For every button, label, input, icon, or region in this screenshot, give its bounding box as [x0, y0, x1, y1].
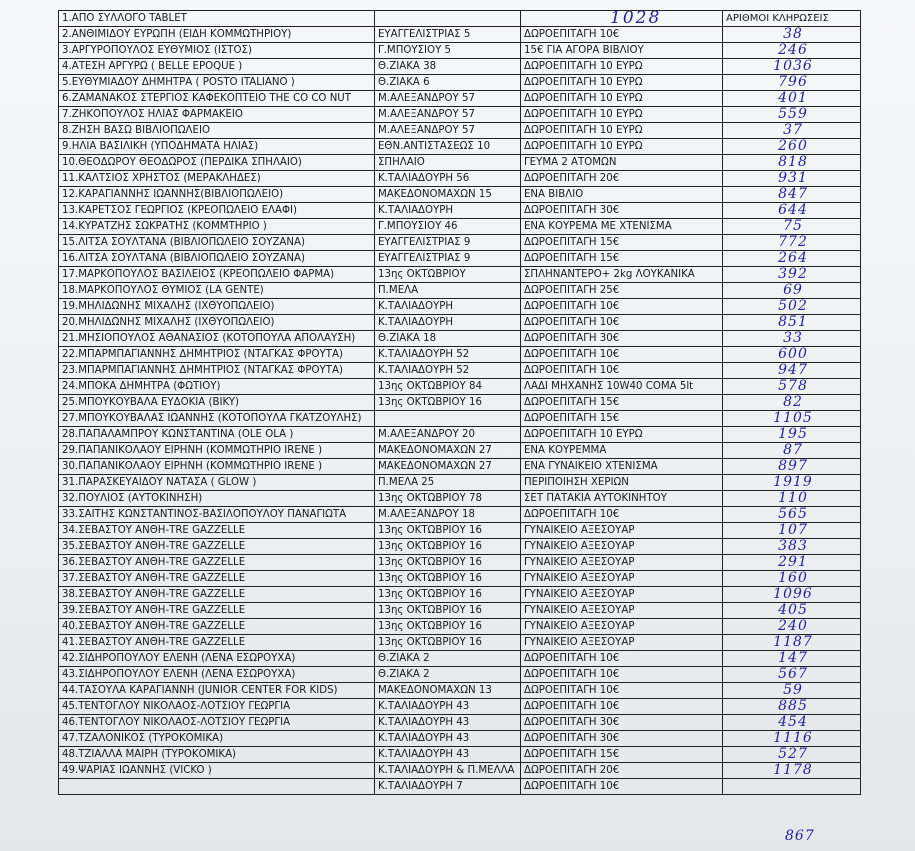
- prize-cell: ΓΥΝΑΙΚΕΙΟ ΑΞΕΣΟΥΑΡ: [521, 587, 723, 603]
- draw-number-cell: 107: [723, 523, 861, 539]
- address-cell: 13ης ΟΚΤΩΒΡΙΟΥ 16: [375, 619, 521, 635]
- table-row: [59, 651, 861, 667]
- sponsor-cell: [59, 779, 375, 795]
- sponsor-cell: 25.ΜΠΟΥΚΟΥΒΑΛΑ ΕΥΔΟΚΙΑ (BIKY): [59, 395, 375, 411]
- address-cell: Θ.ΖΙΑΚΑ 38: [375, 59, 521, 75]
- prize-cell: ΔΩΡΟΕΠΙΤΑΓΗ 10 ΕΥΡΩ: [521, 59, 723, 75]
- prize-cell: ΔΩΡΟΕΠΙΤΑΓΗ 10€: [521, 779, 723, 795]
- table-row: [59, 235, 861, 251]
- table-row: [59, 763, 861, 779]
- sponsor-cell: 42.ΣΙΔΗΡΟΠΟΥΛΟΥ ΕΛΕΝΗ (ΛΕΝΑ ΕΣΩΡΟΥΧΑ): [59, 651, 375, 667]
- draw-number-cell: 59: [723, 683, 861, 699]
- prize-cell: ΕΝΑ ΒΙΒΛΙΟ: [521, 187, 723, 203]
- prize-cell: ΔΩΡΟΕΠΙΤΑΓΗ 30€: [521, 331, 723, 347]
- prize-cell: ΓΥΝΑΙΚΕΙΟ ΑΞΕΣΟΥΑΡ: [521, 603, 723, 619]
- sponsor-cell: 20.ΜΗΛΙΔΩΝΗΣ ΜΙΧΑΛΗΣ (ΙΧΘΥΟΠΩΛΕΙΟ): [59, 315, 375, 331]
- address-cell: 13ης ΟΚΤΩΒΡΙΟΥ 78: [375, 491, 521, 507]
- sponsor-cell: 11.ΚΑΛΤΣΙΟΣ ΧΡΗΣΤΟΣ (ΜΕΡΑΚΛΗΔΕΣ): [59, 171, 375, 187]
- table-row: [59, 123, 861, 139]
- table-row: [59, 491, 861, 507]
- table-row: [59, 411, 861, 427]
- address-cell: 13ης ΟΚΤΩΒΡΙΟΥ 16: [375, 539, 521, 555]
- address-cell: Μ.ΑΛΕΞΑΝΔΡΟΥ 57: [375, 91, 521, 107]
- table-row: [59, 267, 861, 283]
- sponsor-cell: 21.ΜΗΣΙΟΠΟΥΛΟΣ ΑΘΑΝΑΣΙΟΣ (ΚΟΤΟΠΟΥΛΑ ΑΠΟΛΑΥΣΗ): [59, 331, 375, 347]
- sponsor-cell: 9.ΗΛΙΑ ΒΑΣΙΛΙΚΗ (ΥΠΟΔΗΜΑΤΑ ΗΛΙΑΣ): [59, 139, 375, 155]
- sponsor-cell: 33.ΣΑΙΤΗΣ ΚΩΝΣΤΑΝΤΙΝΟΣ-ΒΑΣΙΛΟΠΟΥΛΟΥ ΠΑΝΑΓΙΩΤΑ: [59, 507, 375, 523]
- prize-cell: ΔΩΡΟΕΠΙΤΑΓΗ 10€: [521, 363, 723, 379]
- address-cell: Θ.ΖΙΑΚΑ 2: [375, 651, 521, 667]
- prize-cell: ΔΩΡΟΕΠΙΤΑΓΗ 10€: [521, 347, 723, 363]
- sponsor-cell: 28.ΠΑΠΑΛΑΜΠΡΟΥ ΚΩΝΣΤΑΝΤΙΝΑ (OLE OLA ): [59, 427, 375, 443]
- draw-number-cell: 796: [723, 75, 861, 91]
- draw-number-cell: 600: [723, 347, 861, 363]
- prize-cell: ΔΩΡΟΕΠΙΤΑΓΗ 15€: [521, 395, 723, 411]
- address-cell: ΣΠΗΛΑΙΟ: [375, 155, 521, 171]
- table-row: [59, 379, 861, 395]
- draw-number-cell: 931: [723, 171, 861, 187]
- table-row: [59, 523, 861, 539]
- sponsor-cell: 12.ΚΑΡΑΓΙΑΝΝΗΣ ΙΩΑΝΝΗΣ(ΒΙΒΛΙΟΠΩΛΕΙΟ): [59, 187, 375, 203]
- table-row: [59, 251, 861, 267]
- address-cell: Γ.ΜΠΟΥΣΙΟΥ 5: [375, 43, 521, 59]
- address-cell: ΕΘΝ.ΑΝΤΙΣΤΑΣΕΩΣ 10: [375, 139, 521, 155]
- sponsor-cell: 10.ΘΕΟΔΩΡΟΥ ΘΕΟΔΩΡΟΣ (ΠΕΡΔΙΚΑ ΣΠΗΛΑΙΟ): [59, 155, 375, 171]
- sponsor-cell: 2.ΑΝΘΙΜΙΔΟΥ ΕΥΡΩΠΗ (ΕΙΔΗ ΚΟΜΜΩΤΗΡΙΟΥ): [59, 27, 375, 43]
- address-cell: Θ.ΖΙΑΚΑ 2: [375, 667, 521, 683]
- draw-number-cell: 1178: [723, 763, 861, 779]
- prize-cell: ΔΩΡΟΕΠΙΤΑΓΗ 10€: [521, 699, 723, 715]
- prize-cell: ΔΩΡΟΕΠΙΤΑΓΗ 30€: [521, 203, 723, 219]
- draw-number-cell: 405: [723, 603, 861, 619]
- table-row: [59, 139, 861, 155]
- table-row: [59, 587, 861, 603]
- table-row: [59, 667, 861, 683]
- table-row: [59, 299, 861, 315]
- prize-cell: ΕΝΑ ΚΟΥΡΕΜΜΑ: [521, 443, 723, 459]
- prize-cell: ΠΕΡΙΠΟΙΗΣΗ ΧΕΡΙΩΝ: [521, 475, 723, 491]
- sponsor-cell: 22.ΜΠΑΡΜΠΑΓΙΑΝΝΗΣ ΔΗΜΗΤΡΙΟΣ (ΝΤΑΓΚΑΣ ΦΡΟΥΤΑ): [59, 347, 375, 363]
- address-cell: 13ης ΟΚΤΩΒΡΙΟΥ 16: [375, 587, 521, 603]
- address-cell: Θ.ΖΙΑΚΑ 18: [375, 331, 521, 347]
- raffle-table: [58, 10, 861, 795]
- sponsor-cell: 38.ΣΕΒΑΣΤΟΥ ΑΝΘΗ-TRE GAZZELLE: [59, 587, 375, 603]
- table-row: [59, 683, 861, 699]
- prize-cell: ΔΩΡΟΕΠΙΤΑΓΗ 15€: [521, 235, 723, 251]
- address-cell: ΕΥΑΓΓΕΛΙΣΤΡΙΑΣ 5: [375, 27, 521, 43]
- address-cell: 13ης ΟΚΤΩΒΡΙΟΥ 84: [375, 379, 521, 395]
- table-row: [59, 459, 861, 475]
- address-cell: Κ.ΤΑΛΙΑΔΟΥΡΗ: [375, 315, 521, 331]
- prize-cell: ΕΝΑ ΓΥΝΑΙΚΕΙΟ ΧΤΕΝΙΣΜΑ: [521, 459, 723, 475]
- table-row: [59, 91, 861, 107]
- prize-cell: ΓΥΝΑΙΚΕΙΟ ΑΞΕΣΟΥΑΡ: [521, 635, 723, 651]
- draw-number-cell: 260: [723, 139, 861, 155]
- table-row: [59, 747, 861, 763]
- table-header-row: [59, 11, 861, 27]
- draw-number-cell: 559: [723, 107, 861, 123]
- table-row: [59, 715, 861, 731]
- draw-number-cell: 69: [723, 283, 861, 299]
- table-row: [59, 283, 861, 299]
- header-sponsor: 1.ΑΠΟ ΣΥΛΛΟΓΟ TABLET: [59, 11, 375, 27]
- table-row: [59, 315, 861, 331]
- prize-cell: ΔΩΡΟΕΠΙΤΑΓΗ 15€: [521, 747, 723, 763]
- address-cell: Θ.ΖΙΑΚΑ 6: [375, 75, 521, 91]
- draw-number-cell: 772: [723, 235, 861, 251]
- table-row: [59, 603, 861, 619]
- sponsor-cell: 29.ΠΑΠΑΝΙΚΟΛΑΟΥ ΕΙΡΗΝΗ (ΚΟΜΜΩΤΗΡΙΟ IRENE ): [59, 443, 375, 459]
- sponsor-cell: 35.ΣΕΒΑΣΤΟΥ ΑΝΘΗ-TRE GAZZELLE: [59, 539, 375, 555]
- sponsor-cell: 39.ΣΕΒΑΣΤΟΥ ΑΝΘΗ-TRE GAZZELLE: [59, 603, 375, 619]
- table-row: [59, 699, 861, 715]
- sponsor-cell: 44.ΤΑΣΟΥΛΑ ΚΑΡΑΓΙΑΝΝΗ (JUNIOR CENTER FOR KIDS): [59, 683, 375, 699]
- sponsor-cell: 45.ΤΕΝΤΟΓΛΟΥ ΝΙΚΟΛΑΟΣ-ΛΟΤΣΙΟΥ ΓΕΩΡΓΙΑ: [59, 699, 375, 715]
- draw-number-cell: 383: [723, 539, 861, 555]
- total-tickets-handwritten: 1028: [610, 8, 662, 28]
- sponsor-cell: 31.ΠΑΡΑΣΚΕΥΑΙΔΟΥ ΝΑΤΑΣΑ ( GLOW ): [59, 475, 375, 491]
- address-cell: 13ης ΟΚΤΩΒΡΙΟΥ 16: [375, 523, 521, 539]
- prize-cell: ΔΩΡΟΕΠΙΤΑΓΗ 10€: [521, 667, 723, 683]
- draw-number-cell: 1116: [723, 731, 861, 747]
- sponsor-cell: 47.ΤΖΑΛΟΝΙΚΟΣ (ΤΥΡΟΚΟΜΙΚΑ): [59, 731, 375, 747]
- sponsor-cell: 5.ΕΥΘΥΜΙΑΔΟΥ ΔΗΜΗΤΡΑ ( POSTO ITALIANO ): [59, 75, 375, 91]
- draw-number-cell: 87: [723, 443, 861, 459]
- draw-number-cell: 818: [723, 155, 861, 171]
- table-row: [59, 731, 861, 747]
- prize-cell: ΓΥΝΑΙΚΕΙΟ ΑΞΕΣΟΥΑΡ: [521, 571, 723, 587]
- draw-number-cell: 82: [723, 395, 861, 411]
- draw-number-cell: 565: [723, 507, 861, 523]
- prize-cell: ΔΩΡΟΕΠΙΤΑΓΗ 10 ΕΥΡΩ: [521, 91, 723, 107]
- address-cell: ΕΥΑΓΓΕΛΙΣΤΡΙΑΣ 9: [375, 251, 521, 267]
- sponsor-cell: 17.ΜΑΡΚΟΠΟΥΛΟΣ ΒΑΣΙΛΕΙΟΣ (ΚΡΕΟΠΩΛΕΙΟ ΦΑΡΜΑ): [59, 267, 375, 283]
- prize-cell: ΛΑΔΙ ΜΗΧΑΝΗΣ 10W40 COMA 5lt: [521, 379, 723, 395]
- sponsor-cell: 41.ΣΕΒΑΣΤΟΥ ΑΝΘΗ-TRE GAZZELLE: [59, 635, 375, 651]
- table-row: [59, 171, 861, 187]
- sponsor-cell: 18.ΜΑΡΚΟΠΟΥΛΟΣ ΘΥΜΙΟΣ (LA GENTE): [59, 283, 375, 299]
- address-cell: ΕΥΑΓΓΕΛΙΣΤΡΙΑΣ 9: [375, 235, 521, 251]
- table-row: [59, 43, 861, 59]
- prize-cell: ΣΕΤ ΠΑΤΑΚΙΑ ΑΥΤΟΚΙΝΗΤΟΥ: [521, 491, 723, 507]
- table-row: [59, 75, 861, 91]
- address-cell: 13ης ΟΚΤΩΒΡΙΟΥ 16: [375, 571, 521, 587]
- table-row: [59, 619, 861, 635]
- table-row: [59, 155, 861, 171]
- prize-cell: ΔΩΡΟΕΠΙΤΑΓΗ 10€: [521, 315, 723, 331]
- table-row: [59, 427, 861, 443]
- draw-number-cell: 291: [723, 555, 861, 571]
- draw-number-cell: 147: [723, 651, 861, 667]
- draw-number-cell: 502: [723, 299, 861, 315]
- prize-cell: ΔΩΡΟΕΠΙΤΑΓΗ 10€: [521, 27, 723, 43]
- draw-number-cell: 240: [723, 619, 861, 635]
- extra-draw-number: 867: [785, 828, 815, 844]
- sponsor-cell: 48.ΤΖΙΑΛΛΑ ΜΑΙΡΗ (ΤΥΡΟΚΟΜΙΚΑ): [59, 747, 375, 763]
- address-cell: Κ.ΤΑΛΙΑΔΟΥΡΗ 43: [375, 715, 521, 731]
- prize-cell: ΔΩΡΟΕΠΙΤΑΓΗ 10€: [521, 683, 723, 699]
- prize-cell: ΔΩΡΟΕΠΙΤΑΓΗ 10 ΕΥΡΩ: [521, 139, 723, 155]
- address-cell: [375, 411, 521, 427]
- draw-number-cell: 578: [723, 379, 861, 395]
- draw-number-cell: 38: [723, 27, 861, 43]
- table-row: [59, 571, 861, 587]
- header-draw-numbers: ΑΡΙΘΜΟΙ ΚΛΗΡΩΣΕΙΣ: [723, 11, 861, 27]
- address-cell: Κ.ΤΑΛΙΑΔΟΥΡΗ 52: [375, 363, 521, 379]
- prize-cell: ΔΩΡΟΕΠΙΤΑΓΗ 10€: [521, 299, 723, 315]
- draw-number-cell: 1105: [723, 411, 861, 427]
- address-cell: Π.ΜΕΛΑ 25: [375, 475, 521, 491]
- address-cell: ΜΑΚΕΔΟΝΟΜΑΧΩΝ 15: [375, 187, 521, 203]
- address-cell: Π.ΜΕΛΑ: [375, 283, 521, 299]
- sponsor-cell: 7.ΖΗΚΟΠΟΥΛΟΣ ΗΛΙΑΣ ΦΑΡΜΑΚΕΙΟ: [59, 107, 375, 123]
- sponsor-cell: 32.ΠΟΥΛΙΟΣ (ΑΥΤΟΚΙΝΗΣΗ): [59, 491, 375, 507]
- prize-cell: ΓΥΝΑΙΚΕΙΟ ΑΞΕΣΟΥΑΡ: [521, 555, 723, 571]
- draw-number-cell: 847: [723, 187, 861, 203]
- prize-cell: ΔΩΡΟΕΠΙΤΑΓΗ 10 ΕΥΡΩ: [521, 75, 723, 91]
- draw-number-cell: 75: [723, 219, 861, 235]
- draw-number-cell: 454: [723, 715, 861, 731]
- table-row: [59, 539, 861, 555]
- sponsor-cell: 49.ΨΑΡΙΑΣ ΙΩΑΝΝΗΣ (VICKO ): [59, 763, 375, 779]
- sponsor-cell: 16.ΛΙΤΣΑ ΣΟΥΛΤΑΝΑ (ΒΙΒΛΙΟΠΩΛΕΙΟ ΣΟΥΖΑΝΑ): [59, 251, 375, 267]
- header-prize: [521, 11, 723, 27]
- sponsor-cell: 43.ΣΙΔΗΡΟΠΟΥΛΟΥ ΕΛΕΝΗ (ΛΕΝΑ ΕΣΩΡΟΥΧΑ): [59, 667, 375, 683]
- prize-cell: ΔΩΡΟΕΠΙΤΑΓΗ 15€: [521, 251, 723, 267]
- prize-cell: ΔΩΡΟΕΠΙΤΑΓΗ 30€: [521, 731, 723, 747]
- table-row: [59, 107, 861, 123]
- draw-number-cell: 264: [723, 251, 861, 267]
- sponsor-cell: 4.ΑΤΕΣΗ ΑΡΓΥΡΩ ( BELLE EPOQUE ): [59, 59, 375, 75]
- sponsor-cell: 23.ΜΠΑΡΜΠΑΓΙΑΝΝΗΣ ΔΗΜΗΤΡΙΟΣ (ΝΤΑΓΚΑΣ ΦΡΟΥΤΑ): [59, 363, 375, 379]
- prize-cell: ΔΩΡΟΕΠΙΤΑΓΗ 10€: [521, 507, 723, 523]
- draw-number-cell: 1187: [723, 635, 861, 651]
- address-cell: Κ.ΤΑΛΙΑΔΟΥΡΗ: [375, 299, 521, 315]
- table-row: [59, 219, 861, 235]
- table-row: [59, 555, 861, 571]
- table-row: [59, 27, 861, 43]
- draw-number-cell: 246: [723, 43, 861, 59]
- draw-number-cell: 1036: [723, 59, 861, 75]
- address-cell: Μ.ΑΛΕΞΑΝΔΡΟΥ 18: [375, 507, 521, 523]
- draw-number-cell: 195: [723, 427, 861, 443]
- draw-number-cell: 851: [723, 315, 861, 331]
- prize-cell: ΓΥΝΑΙΚΕΙΟ ΑΞΕΣΟΥΑΡ: [521, 539, 723, 555]
- draw-number-cell: 527: [723, 747, 861, 763]
- sponsor-cell: 8.ΖΗΣΗ ΒΑΣΩ ΒΙΒΛΙΟΠΩΛΕΙΟ: [59, 123, 375, 139]
- prize-cell: ΕΝΑ ΚΟΥΡΕΜΑ ΜΕ ΧΤΕΝΙΣΜΑ: [521, 219, 723, 235]
- address-cell: Μ.ΑΛΕΞΑΝΔΡΟΥ 57: [375, 107, 521, 123]
- sponsor-cell: 3.ΑΡΓΥΡΟΠΟΥΛΟΣ ΕΥΘΥΜΙΟΣ (ΙΣΤΟΣ): [59, 43, 375, 59]
- draw-number-cell: 1096: [723, 587, 861, 603]
- table-row: [59, 475, 861, 491]
- prize-cell: ΓΕΥΜΑ 2 ΑΤΟΜΩΝ: [521, 155, 723, 171]
- address-cell: Γ.ΜΠΟΥΣΙΟΥ 46: [375, 219, 521, 235]
- table-row: [59, 203, 861, 219]
- raffle-table-body: [59, 11, 861, 795]
- address-cell: Κ.ΤΑΛΙΑΔΟΥΡΗ: [375, 203, 521, 219]
- prize-cell: ΔΩΡΟΕΠΙΤΑΓΗ 15€: [521, 411, 723, 427]
- draw-number-cell: 1919: [723, 475, 861, 491]
- sponsor-cell: 40.ΣΕΒΑΣΤΟΥ ΑΝΘΗ-TRE GAZZELLE: [59, 619, 375, 635]
- prize-cell: ΓΥΝΑΙΚΕΙΟ ΑΞΕΣΟΥΑΡ: [521, 619, 723, 635]
- table-row: [59, 779, 861, 795]
- sponsor-cell: 34.ΣΕΒΑΣΤΟΥ ΑΝΘΗ-TRE GAZZELLE: [59, 523, 375, 539]
- table-row: [59, 363, 861, 379]
- draw-number-cell: 897: [723, 459, 861, 475]
- sponsor-cell: 19.ΜΗΛΙΔΩΝΗΣ ΜΙΧΑΛΗΣ (ΙΧΘΥΟΠΩΛΕΙΟ): [59, 299, 375, 315]
- sponsor-cell: 14.ΚΥΡΑΤΖΗΣ ΣΩΚΡΑΤΗΣ (ΚΟΜΜΤΗΡΙΟ ): [59, 219, 375, 235]
- address-cell: ΜΑΚΕΔΟΝΟΜΑΧΩΝ 13: [375, 683, 521, 699]
- sponsor-cell: 36.ΣΕΒΑΣΤΟΥ ΑΝΘΗ-TRE GAZZELLE: [59, 555, 375, 571]
- table-row: [59, 635, 861, 651]
- address-cell: Κ.ΤΑΛΙΑΔΟΥΡΗ & Π.ΜΕΛΛΑ: [375, 763, 521, 779]
- prize-cell: ΔΩΡΟΕΠΙΤΑΓΗ 10 ΕΥΡΩ: [521, 107, 723, 123]
- address-cell: 13ης ΟΚΤΩΒΡΙΟΥ 16: [375, 555, 521, 571]
- sponsor-cell: 30.ΠΑΠΑΝΙΚΟΛΑΟΥ ΕΙΡΗΝΗ (ΚΟΜΜΩΤΗΡΙΟ IRENE ): [59, 459, 375, 475]
- draw-number-cell: 567: [723, 667, 861, 683]
- sponsor-cell: 27.ΜΠΟΥΚΟΥΒΑΛΑΣ ΙΩΑΝΝΗΣ (ΚΟΤΟΠΟΥΛΑ ΓΚΑΤΖΟΥΛΗΣ): [59, 411, 375, 427]
- table-row: [59, 507, 861, 523]
- draw-number-cell: 33: [723, 331, 861, 347]
- address-cell: ΜΑΚΕΔΟΝΟΜΑΧΩΝ 27: [375, 459, 521, 475]
- draw-number-cell: 37: [723, 123, 861, 139]
- prize-cell: ΔΩΡΟΕΠΙΤΑΓΗ 10 ΕΥΡΩ: [521, 427, 723, 443]
- address-cell: Μ.ΑΛΕΞΑΝΔΡΟΥ 20: [375, 427, 521, 443]
- draw-number-cell: 644: [723, 203, 861, 219]
- address-cell: 13ης ΟΚΤΩΒΡΙΟΥ: [375, 267, 521, 283]
- sponsor-cell: 24.ΜΠΟΚΑ ΔΗΜΗΤΡΑ (ΦΩΤΙΟΥ): [59, 379, 375, 395]
- table-row: [59, 443, 861, 459]
- address-cell: ΜΑΚΕΔΟΝΟΜΑΧΩΝ 27: [375, 443, 521, 459]
- address-cell: 13ης ΟΚΤΩΒΡΙΟΥ 16: [375, 603, 521, 619]
- table-row: [59, 187, 861, 203]
- prize-cell: ΓΥΝΑΙΚΕΙΟ ΑΞΕΣΟΥΑΡ: [521, 523, 723, 539]
- sponsor-cell: 15.ΛΙΤΣΑ ΣΟΥΛΤΑΝΑ (ΒΙΒΛΙΟΠΩΛΕΙΟ ΣΟΥΖΑΝΑ): [59, 235, 375, 251]
- draw-number-cell: 110: [723, 491, 861, 507]
- table-row: [59, 347, 861, 363]
- sponsor-cell: 46.ΤΕΝΤΟΓΛΟΥ ΝΙΚΟΛΑΟΣ-ΛΟΤΣΙΟΥ ΓΕΩΡΓΙΑ: [59, 715, 375, 731]
- sponsor-cell: 37.ΣΕΒΑΣΤΟΥ ΑΝΘΗ-TRE GAZZELLE: [59, 571, 375, 587]
- table-row: [59, 59, 861, 75]
- prize-cell: ΔΩΡΟΕΠΙΤΑΓΗ 30€: [521, 715, 723, 731]
- draw-number-cell: 160: [723, 571, 861, 587]
- prize-cell: 15€ ΓΙΑ ΑΓΟΡΑ ΒΙΒΛΙΟΥ: [521, 43, 723, 59]
- prize-cell: ΣΠΛΗΝΑΝΤΕΡΟ+ 2kg ΛΟΥΚΑΝΙΚΑ: [521, 267, 723, 283]
- prize-cell: ΔΩΡΟΕΠΙΤΑΓΗ 20€: [521, 171, 723, 187]
- prize-cell: ΔΩΡΟΕΠΙΤΑΓΗ 10 ΕΥΡΩ: [521, 123, 723, 139]
- header-address: [375, 11, 521, 27]
- address-cell: Κ.ΤΑΛΙΑΔΟΥΡΗ 52: [375, 347, 521, 363]
- table-row: [59, 395, 861, 411]
- address-cell: 13ης ΟΚΤΩΒΡΙΟΥ 16: [375, 635, 521, 651]
- table-row: [59, 331, 861, 347]
- sponsor-cell: 6.ΖΑΜΑΝΑΚΟΣ ΣΤΕΡΓΙΟΣ ΚΑΦΕΚΟΠΤΕΙΟ THE CO CO NUT: [59, 91, 375, 107]
- address-cell: Κ.ΤΑΛΙΑΔΟΥΡΗ 7: [375, 779, 521, 795]
- sponsor-cell: 13.ΚΑΡΕΤΣΟΣ ΓΕΩΡΓΙΟΣ (ΚΡΕΟΠΩΛΕΙΟ ΕΛΑΦΙ): [59, 203, 375, 219]
- draw-number-cell: 885: [723, 699, 861, 715]
- address-cell: Κ.ΤΑΛΙΑΔΟΥΡΗ 43: [375, 699, 521, 715]
- draw-number-cell: 401: [723, 91, 861, 107]
- prize-cell: ΔΩΡΟΕΠΙΤΑΓΗ 25€: [521, 283, 723, 299]
- address-cell: 13ης ΟΚΤΩΒΡΙΟΥ 16: [375, 395, 521, 411]
- address-cell: Κ.ΤΑΛΙΑΔΟΥΡΗ 56: [375, 171, 521, 187]
- draw-number-cell: [723, 779, 861, 795]
- address-cell: Μ.ΑΛΕΞΑΝΔΡΟΥ 57: [375, 123, 521, 139]
- address-cell: Κ.ΤΑΛΙΑΔΟΥΡΗ 43: [375, 747, 521, 763]
- draw-number-cell: 392: [723, 267, 861, 283]
- address-cell: Κ.ΤΑΛΙΑΔΟΥΡΗ 43: [375, 731, 521, 747]
- prize-cell: ΔΩΡΟΕΠΙΤΑΓΗ 20€: [521, 763, 723, 779]
- draw-number-cell: 947: [723, 363, 861, 379]
- prize-cell: ΔΩΡΟΕΠΙΤΑΓΗ 10€: [521, 651, 723, 667]
